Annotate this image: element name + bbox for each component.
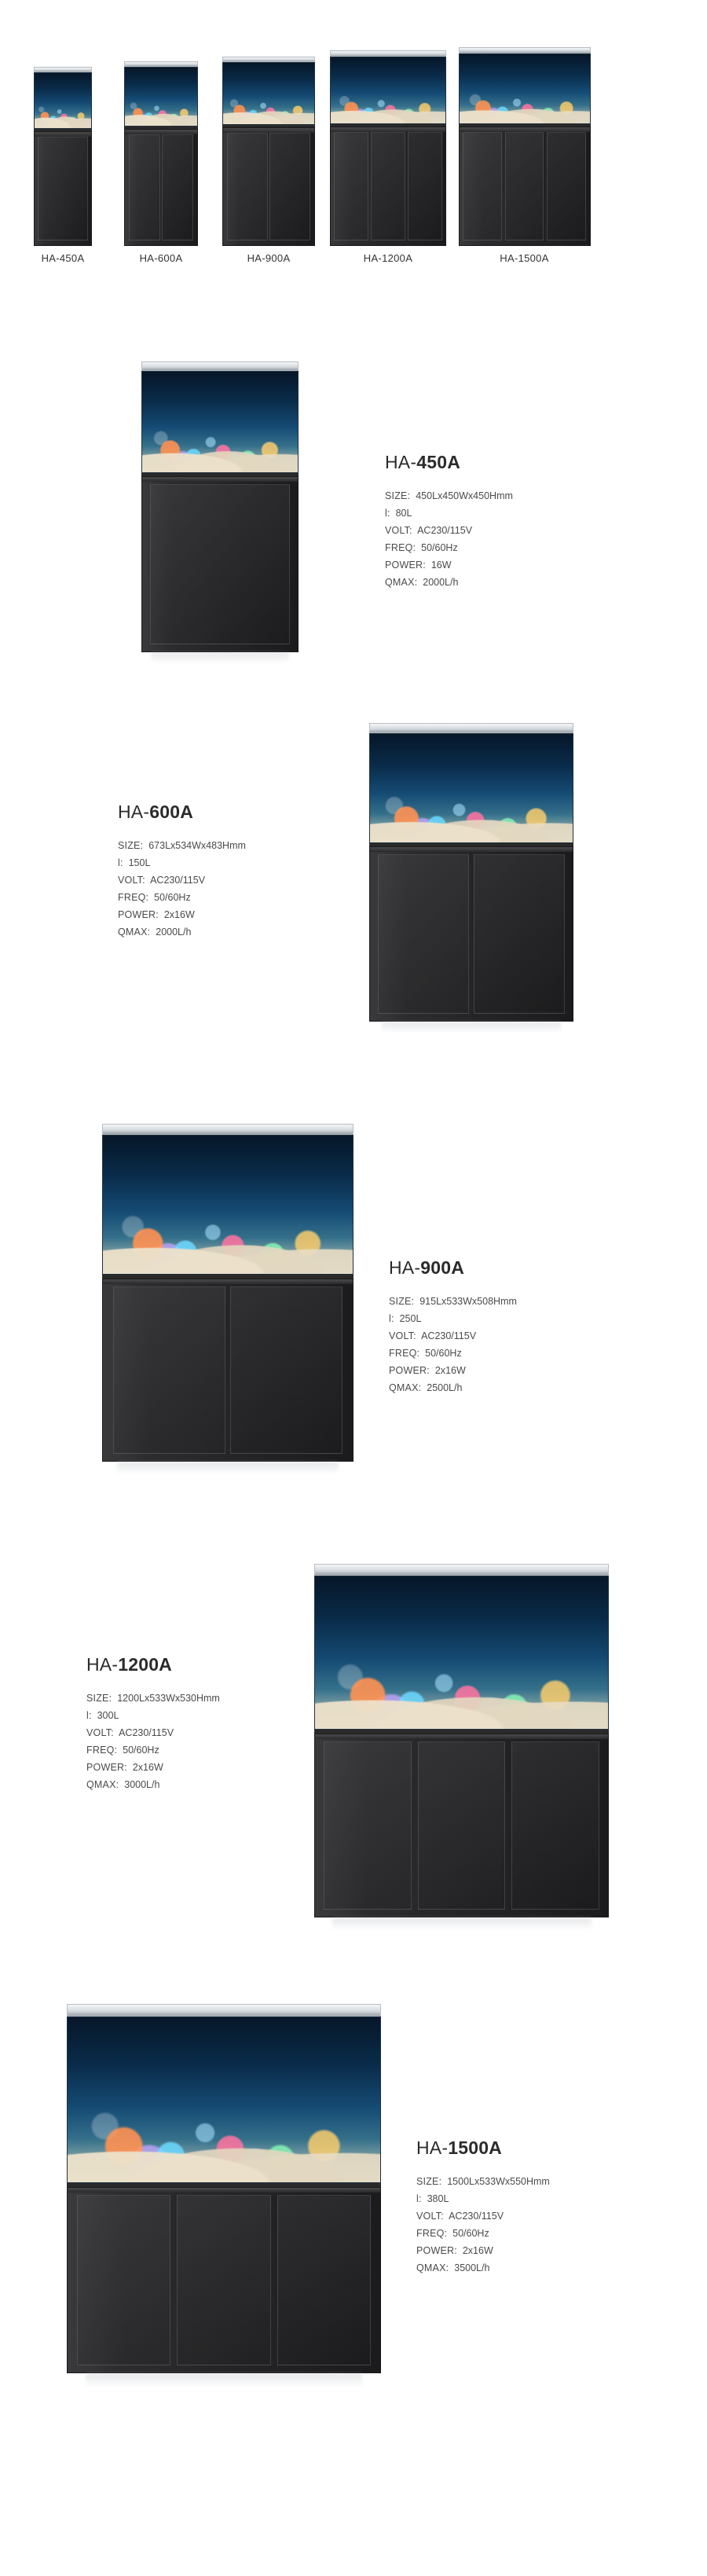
cabinet-top bbox=[370, 847, 573, 852]
aquarium-glass bbox=[141, 371, 299, 473]
reef-scene bbox=[103, 1136, 353, 1274]
lineup-item-ha-1500a[interactable] bbox=[456, 47, 593, 264]
aquarium-glass bbox=[102, 1135, 354, 1275]
cabinet-top bbox=[315, 1734, 608, 1739]
cabinet bbox=[314, 1734, 609, 1917]
page-title-ha-900a bbox=[389, 1257, 517, 1279]
cabinet-door bbox=[334, 132, 368, 240]
tank-rim bbox=[330, 124, 446, 127]
spec-freq: FREQ: 50/60Hz bbox=[118, 892, 191, 903]
reef-scene bbox=[460, 54, 590, 123]
reef-scene bbox=[370, 734, 573, 842]
lineup-item-label: HA-450A bbox=[41, 252, 85, 264]
floor-reflection bbox=[117, 1462, 339, 1474]
spec-block-ha-450a bbox=[385, 452, 513, 591]
cabinet-door bbox=[371, 132, 405, 240]
tank-rim bbox=[102, 1275, 354, 1279]
floor-reflection bbox=[332, 1917, 592, 1930]
cabinet-door bbox=[129, 134, 160, 240]
product-section-ha-600a bbox=[0, 699, 707, 1029]
lineup-item-label: HA-1200A bbox=[363, 252, 413, 264]
led-light-bar bbox=[124, 61, 198, 67]
spec-freq: FREQ: 50/60Hz bbox=[416, 2228, 489, 2239]
spec-qmax: QMAX: 2000L/h bbox=[118, 927, 192, 938]
spec-freq: FREQ: 50/60Hz bbox=[389, 1348, 462, 1359]
cabinet-door bbox=[463, 132, 502, 240]
cabinet-door bbox=[505, 132, 544, 240]
cabinet bbox=[369, 846, 573, 1022]
spec-volt: VOLT: AC230/115V bbox=[416, 2211, 504, 2222]
led-light-bar bbox=[102, 1124, 354, 1135]
cabinet-top bbox=[103, 1279, 353, 1284]
led-light-bar bbox=[34, 67, 92, 72]
spec-volt: VOLT: AC230/115V bbox=[389, 1330, 477, 1341]
page-title-ha-600a bbox=[118, 802, 246, 823]
spec-size: SIZE: 915Lx533Wx508Hmm bbox=[389, 1296, 517, 1307]
cabinet bbox=[222, 127, 315, 246]
cabinet bbox=[124, 129, 198, 246]
spec-size: SIZE: 450Lx450Wx450Hmm bbox=[385, 490, 513, 501]
aquarium-glass bbox=[67, 2016, 381, 2183]
tank-image-ha-600a-large bbox=[369, 723, 573, 1022]
model-prefix: HA- bbox=[416, 2137, 449, 2158]
reef-scene bbox=[315, 1576, 608, 1729]
spec-block-ha-1200a bbox=[86, 1654, 220, 1793]
spec-volt: VOLT: AC230/115V bbox=[86, 1727, 174, 1738]
spec-size: SIZE: 673Lx534Wx483Hmm bbox=[118, 840, 246, 851]
lineup-item-label: HA-900A bbox=[247, 252, 291, 264]
spec-liters: l: 300L bbox=[86, 1710, 119, 1721]
product-section-ha-900a bbox=[0, 1100, 707, 1477]
tank-rim bbox=[314, 1730, 609, 1734]
aquarium-glass bbox=[314, 1576, 609, 1730]
tank-rim bbox=[222, 125, 315, 127]
lineup-item-ha-600a[interactable] bbox=[110, 61, 212, 264]
model-prefix: HA- bbox=[118, 802, 150, 822]
tank-image-ha-600a bbox=[124, 61, 198, 246]
aquarium-glass bbox=[369, 733, 573, 843]
tank-image-ha-1200a bbox=[330, 50, 446, 246]
aquarium-glass bbox=[124, 67, 198, 127]
model-name: 900A bbox=[420, 1257, 465, 1278]
cabinet-door bbox=[547, 132, 586, 240]
spec-block-ha-900a bbox=[389, 1257, 517, 1396]
cabinet-top bbox=[142, 477, 298, 482]
reef-scene bbox=[223, 63, 314, 124]
tank-image-ha-1500a-large bbox=[67, 2004, 381, 2373]
spec-size: SIZE: 1500Lx533Wx550Hmm bbox=[416, 2176, 550, 2187]
spec-power: POWER: 2x16W bbox=[118, 909, 195, 920]
cabinet bbox=[330, 127, 446, 246]
spec-power: POWER: 2x16W bbox=[389, 1365, 466, 1376]
cabinet-door bbox=[474, 854, 565, 1014]
cabinet-door bbox=[113, 1286, 225, 1454]
cabinet-door bbox=[408, 132, 442, 240]
page-title-ha-1200a bbox=[86, 1654, 220, 1675]
spec-qmax: QMAX: 2000L/h bbox=[385, 577, 459, 588]
spec-liters: l: 250L bbox=[389, 1313, 422, 1324]
led-light-bar bbox=[222, 57, 315, 62]
cabinet-door bbox=[38, 137, 87, 240]
reef-scene bbox=[331, 57, 445, 123]
cabinet-door bbox=[418, 1741, 506, 1909]
tank-rim bbox=[34, 129, 92, 131]
lineup-item-label: HA-600A bbox=[139, 252, 183, 264]
lineup-item-ha-450a[interactable] bbox=[16, 67, 110, 264]
product-lineup-row bbox=[0, 24, 707, 275]
spec-block-ha-1500a bbox=[416, 2137, 550, 2277]
reef-scene bbox=[35, 73, 91, 128]
spec-liters: l: 380L bbox=[416, 2193, 449, 2204]
floor-reflection bbox=[86, 2373, 362, 2387]
page-title-ha-450a bbox=[385, 452, 513, 473]
tank-image-ha-1200a-large bbox=[314, 1564, 609, 1917]
cabinet bbox=[34, 131, 92, 246]
spec-volt: VOLT: AC230/115V bbox=[385, 525, 473, 536]
spec-block-ha-600a bbox=[118, 802, 246, 941]
tank-image-ha-900a bbox=[222, 57, 315, 246]
lineup-item-ha-900a[interactable] bbox=[214, 57, 324, 264]
led-light-bar bbox=[314, 1564, 609, 1576]
aquarium-glass bbox=[330, 57, 446, 124]
reef-scene bbox=[142, 372, 298, 472]
tank-rim bbox=[67, 2183, 381, 2187]
spec-freq: FREQ: 50/60Hz bbox=[86, 1745, 159, 1756]
reef-scene bbox=[68, 2017, 380, 2182]
tank-rim bbox=[459, 124, 591, 127]
spec-volt: VOLT: AC230/115V bbox=[118, 875, 206, 886]
tank-rim bbox=[369, 843, 573, 846]
led-light-bar bbox=[67, 2004, 381, 2016]
aquarium-glass bbox=[34, 72, 92, 129]
lineup-item-ha-1200a[interactable] bbox=[325, 50, 451, 264]
cabinet-door bbox=[162, 134, 193, 240]
cabinet-door bbox=[277, 2195, 371, 2365]
tank-image-ha-900a-large bbox=[102, 1124, 354, 1462]
spec-size: SIZE: 1200Lx533Wx530Hmm bbox=[86, 1693, 220, 1704]
spec-power: POWER: 2x16W bbox=[416, 2245, 493, 2256]
product-section-ha-1500a bbox=[0, 1980, 707, 2397]
spec-liters: l: 150L bbox=[118, 857, 151, 868]
led-light-bar bbox=[459, 47, 591, 53]
tank-image-ha-450a bbox=[34, 67, 92, 246]
tank-image-ha-1500a bbox=[459, 47, 591, 246]
cabinet-top bbox=[68, 2188, 380, 2193]
cabinet-door bbox=[378, 854, 469, 1014]
tank-rim bbox=[141, 473, 299, 476]
page-title-ha-1500a bbox=[416, 2137, 550, 2159]
cabinet-door bbox=[77, 2195, 170, 2365]
aquarium-glass bbox=[222, 62, 315, 125]
cabinet-door bbox=[511, 1741, 599, 1909]
cabinet bbox=[459, 127, 591, 246]
cabinet-door bbox=[324, 1741, 412, 1909]
cabinet bbox=[67, 2187, 381, 2373]
tank-image-ha-450a-large bbox=[141, 361, 299, 652]
lineup-item-label: HA-1500A bbox=[500, 252, 549, 264]
spec-power: POWER: 2x16W bbox=[86, 1762, 163, 1773]
product-section-ha-1200a bbox=[0, 1540, 707, 1933]
tank-rim bbox=[124, 127, 198, 129]
cabinet-door bbox=[150, 484, 290, 644]
spec-freq: FREQ: 50/60Hz bbox=[385, 542, 458, 553]
spec-qmax: QMAX: 3500L/h bbox=[416, 2262, 490, 2273]
cabinet-door bbox=[269, 133, 310, 240]
led-light-bar bbox=[330, 50, 446, 57]
cabinet-door bbox=[177, 2195, 270, 2365]
floor-reflection bbox=[151, 652, 289, 663]
led-light-bar bbox=[141, 361, 299, 371]
spec-qmax: QMAX: 2500L/h bbox=[389, 1382, 463, 1393]
model-name: 1500A bbox=[448, 2137, 502, 2158]
reef-scene bbox=[125, 68, 197, 126]
floor-reflection bbox=[382, 1022, 562, 1033]
led-light-bar bbox=[369, 723, 573, 733]
model-prefix: HA- bbox=[86, 1654, 119, 1675]
cabinet-door bbox=[230, 1286, 343, 1454]
cabinet-door bbox=[227, 133, 268, 240]
aquarium-glass bbox=[459, 53, 591, 124]
cabinet bbox=[141, 476, 299, 652]
spec-liters: l: 80L bbox=[385, 508, 412, 519]
spec-power: POWER: 16W bbox=[385, 560, 452, 571]
model-name: 1200A bbox=[118, 1654, 172, 1675]
model-name: 600A bbox=[149, 802, 194, 822]
spec-qmax: QMAX: 3000L/h bbox=[86, 1779, 160, 1790]
product-section-ha-450a bbox=[0, 330, 707, 644]
cabinet bbox=[102, 1279, 354, 1462]
model-name: 450A bbox=[416, 452, 461, 472]
model-prefix: HA- bbox=[385, 452, 417, 472]
model-prefix: HA- bbox=[389, 1257, 421, 1278]
